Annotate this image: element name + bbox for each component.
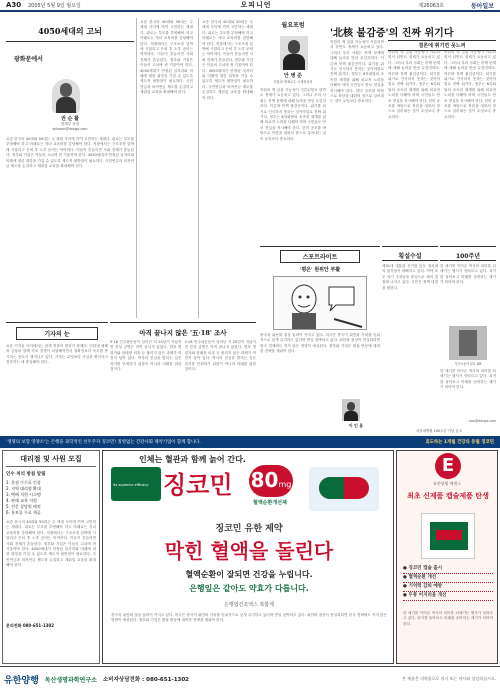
ad-right-point: ● 혈액순환 개선: [403, 574, 493, 583]
ad-left-body: 요즘 한국의 40대와 50대는 두 세대 사이에 끼여 고민하는 세대다. 위로는 부모를 부양해야 하고 아래로는 자녀 교육비를 감당해야 한다. 직장에서는 구조조정 압박에 시달리고 은퇴 후 노후 준비는 막막하다. 이들이 흔들리면 사회 전체가 흔들린다. 정부와 기업은 이들의 고뇌에 귀 기울여야 한다. 4050세대가 안정된 일자리와 미래에 대한 희망을 가질 수 있도록 제도적 뒷받침이 필요하다. 국민연금과 퇴직연금 제도를 손질하고 재취업 교육을 확대해야 한다.: [6, 520, 96, 568]
spotlight-label: 스포트라이트: [280, 250, 360, 263]
ad-right-brand-sub: 유한양행 에센스: [432, 481, 462, 486]
anniversary-photo-caption: 사진=동아일보 DB: [454, 362, 482, 366]
misc-body: 제31대 대통령 선거를 앞둔 정치권의 움직임이 바빠지고 있다. 여야 모두 차기 주자들을 중심으로 세력 결집에 나서고 있다. 국민은 정책 대결을 원한다.: [382, 264, 438, 290]
ad-banner: [0, 436, 500, 448]
may18-body-1: 5·18 민주화운동이 일어난 지 25년이 지났지만 진상 규명은 아직 끝나지 않았다. 발포 명령자와 암매장 의혹 등 풀리지 않은 과제가 여전히 남아 있다. 역사의 진실을 밝히는 일은 과거를 단죄하기 위함이 아니라 미래를 위한 것이다.: [110, 340, 182, 372]
forum-body-2: 북한의 핵 실험 가능성이 거론되면서 한반도 정세가 요동치고 있다. 그러나 우리 사회는 북핵 문제에 대해 놀라울 만큼 무감각하다. 이른바 북핵 불감증이다. 위기를 위기로 인식하지 못하는 것이야말로 진짜 위기다. 정부는 6자회담의 조속한 재개를 위해 외교적 노력을 다해야 하며 국민들도 안보 현실을 직시해야 한다. 한미 공조를 바탕으로 북한을 대화의 장으로 끌어내는 것이 무엇보다 중요하다.: [330, 40, 384, 104]
forum-body-1: 북한의 핵 실험 가능성이 거론되면서 한반도 정세가 요동치고 있다. 그러나 우리 사회는 북핵 문제에 대해 놀라울 만큼 무감각하다. 이른바 북핵 불감증이다. 위기를 위기로 인식하지 못하는 것이야말로 진짜 위기다. 정부는 6자회담의 조속한 재개를 위해 외교적 노력을 다해야 하며 국민들도 안보 현실을 직시해야 한다. 한미 공조를 바탕으로 북한을 대화의 장으로 끌어내는 것이 무엇보다 중요하다.: [260, 88, 326, 141]
ad-center-headline: 인체는 혈관과 함께 늙어 간다.: [139, 455, 246, 464]
ad-left-list-item: 4. 판매 교육 지원: [6, 498, 37, 503]
spotlight-column: [260, 246, 380, 432]
ad-banner-right: 효도하는 1개월 건강의 동월 징코민: [425, 440, 494, 445]
ad-center-dose-unit: mg: [278, 480, 292, 489]
ad-center-sub2: 은행잎은 같아도 약효가 다릅니다.: [189, 584, 309, 593]
ad-center-dose-value: 80: [250, 468, 279, 492]
forum-label: 월요포럼: [281, 22, 305, 29]
ad-center-dose: [249, 465, 293, 497]
footer-note: 본 제품은 의약품으로 의사 또는 약사와 상담하십시오.: [402, 676, 496, 681]
ad-right: [396, 450, 498, 664]
ad-right-point: ● 두통 어지러움 개선: [403, 592, 493, 601]
spotlight-body: 중국의 위안화 절상 압력이 커지고 있다. 미국은 중국이 위안화 가치를 인위적으로 낮게 유지하고 있다며 연일 압박하고 있다. 위안화 절상이 현실화되면 한국 경제에도 적지 않은 영향이 예상된다. 정부와 기업은 환율 변동에 대비한 전략을 세워야 한다.: [260, 333, 380, 354]
ad-left-list-item: 1. 분점 수수료 인상: [6, 480, 41, 485]
section-title: 오피니언: [240, 1, 272, 9]
ad-left: [2, 450, 100, 664]
anniversary-body-2: 한 세기를 이어온 역사의 의미를 되새기는 행사가 잇따르고 있다. 과거를 돌아보고 미래를 준비하는 계기가 되어야 한다.: [440, 369, 496, 390]
ad-right-fineprint: 한 세기를 이어온 역사의 의미를 되새기는 행사가 잇따르고 있다. 과거를 돌아보고 미래를 준비하는 계기가 되어야 한다.: [403, 611, 493, 626]
ad-center-tagline: 혈액순환개선제: [253, 500, 287, 506]
ad-left-list-item: 5. 전문 상담원 배치: [6, 504, 41, 509]
column-body: 요즘 한국의 40대와 50대는 두 세대 사이에 끼여 고민하는 세대다. 위로는 부모를 부양해야 하고 아래로는 자녀 교육비를 감당해야 한다. 직장에서는 구조조정 압박에 시달리고 은퇴 후 노후 준비는 막막하다. 이들이 흔들리면 사회 전체가 흔들린다. 정부와 기업은 이들의 고뇌에 귀 기울여야 한다. 4050세대가 안정된 일자리와 미래에 대한 희망을 가질 수 있도록 제도적 뒷받침이 필요하다. 국민연금과 퇴직연금 제도를 손질하고 재취업 교육을 확대해야 한다.: [6, 137, 134, 169]
column-title: 4050세대의 고뇌: [6, 18, 134, 42]
spotlight-author-photo: [342, 399, 360, 421]
column-left-continued-2: 요즘 한국의 40대와 50대는 두 세대 사이에 끼여 고민하는 세대다. 위로는 부모를 부양해야 하고 아래로는 자녀 교육비를 감당해야 한다. 직장에서는 구조조정 압박에 시달리고 은퇴 후 노후 준비는 막막하다. 이들이 흔들리면 사회 전체가 흔들린다. 정부와 기업은 이들의 고뇌에 귀 기울여야 한다. 4050세대가 안정된 일자리와 미래에 대한 희망을 가질 수 있도록 제도적 뒷받침이 필요하다. 국민연금과 퇴직연금 제도를 손질하고 재취업 교육을 확대해야 한다.: [198, 18, 256, 318]
ad-right-brand: E: [435, 453, 461, 479]
ad-right-title: 최초 신제품 캡슐제품 탄생: [407, 492, 489, 500]
forum-title: '北核 불감증'의 진짜 위기다: [330, 28, 454, 39]
anniversary-column: [440, 246, 496, 432]
anniversary-label: 100주년: [440, 251, 496, 261]
forum-author-name: 안 병 준: [284, 73, 302, 79]
ad-center: [102, 450, 394, 664]
footer-company2: 독산생명과학연구소: [44, 676, 97, 684]
anniversary-email: ooo@donga.com: [469, 419, 496, 423]
column-left: [6, 18, 134, 318]
footer-phone: 소비자상담전화 : 080-651-1302: [102, 677, 190, 683]
column-label: 광화문에서: [14, 56, 43, 63]
cartoon-illustration: [273, 276, 367, 330]
forum-subhead: 결론에 휘기면 못느껴: [388, 40, 496, 51]
anniversary-photo: [449, 326, 487, 360]
ad-right-product-image: [421, 513, 475, 559]
forum-author-photo: [280, 36, 308, 70]
ad-left-contact: 문의전화 080-651-1302: [6, 623, 55, 628]
ad-left-list: [6, 480, 96, 516]
ad-left-list-item: 3. 택배 지원 시스템: [6, 492, 41, 497]
page-header: [0, 0, 500, 12]
anniversary-body: 한 세기를 이어온 역사의 의미를 되새기는 행사가 잇따르고 있다. 과거를 돌아보고 미래를 준비하는 계기가 되어야 한다.: [440, 264, 496, 285]
ad-center-big: 막힌 혈액을 돌린다: [164, 539, 334, 563]
misc-label: 횡설수설: [382, 251, 438, 261]
forum-author-affiliation: 서울대 명예교수·국제정치학: [273, 80, 313, 84]
ad-right-point: ● 징코민 캡슐 출시: [403, 565, 493, 574]
forum-body-3: 북한의 핵 실험 가능성이 거론되면서 한반도 정세가 요동치고 있다. 그러나 우리 사회는 북핵 문제에 대해 놀라울 만큼 무감각하다. 이른바 북핵 불감증이다. 위기를 위기로 인식하지 못하는 것이야말로 진짜 위기다. 정부는 6자회담의 조속한 재개를 위해 외교적 노력을 다해야 하며 국민들도 안보 현실을 직시해야 한다. 한미 공조를 바탕으로 북한을 대화의 장으로 끌어내는 것이 무엇보다 중요하다.: [388, 50, 440, 119]
author-photo: [52, 79, 80, 113]
ad-banner-text: '생명의 보험 영양소'는 은행을 과학적인 선두주자 징코민! 질병없는 건강사회 제약기업이 함께 합니다.: [6, 440, 201, 445]
ad-right-points: [403, 565, 493, 601]
ad-center-en: its superior efficacy: [113, 483, 149, 487]
spotlight-author: 이 인 용: [348, 423, 364, 428]
may18-body-2: 5·18 민주화운동이 일어난 지 25년이 지났지만 진상 규명은 아직 끝나지 않았다. 발포 명령자와 암매장 의혹 등 풀리지 않은 과제가 여전히 남아 있다. 역사의 진실을 밝히는 일은 과거를 단죄하기 위함이 아니라 미래를 위한 것이다.: [184, 340, 256, 372]
reporter-label: 기자의 눈: [16, 327, 98, 340]
ad-left-title: 대리점 및 사원 모집: [6, 454, 96, 467]
ad-center-fineprint: 중국의 위안화 절상 압력이 커지고 있다. 미국은 중국이 위안화 가치를 인위적으로 낮게 유지하고 있다며 연일 압박하고 있다. 위안화 절상이 현실화되면 한국 경제에도 적지 않은 영향이 예상된다. 정부와 기업은 환율 변동에 대비한 전략을 세워야 한다.: [111, 613, 387, 623]
forum-column: [260, 18, 496, 243]
ad-center-product: 징코민: [163, 470, 233, 499]
ad-left-list-item: 6. 홍보물 무료 제공: [6, 510, 41, 515]
ad-center-sub: 혈액순환이 잘되면 건강을 누립니다.: [185, 570, 313, 579]
issue-date: 2005년 5월 9일 월요일: [28, 2, 81, 9]
ad-center-maker: 은행엽건조엑스 복합제: [224, 602, 274, 608]
ad-right-point: ● 기억력 감퇴 예방: [403, 583, 493, 592]
page-number: A30: [6, 1, 22, 9]
reporter-column: [6, 322, 108, 432]
ad-center-brand: 징코민 유한 제약: [215, 524, 283, 534]
spotlight-title: '평온' 원위안 부활: [299, 267, 341, 273]
may18-column: [110, 322, 256, 432]
anniversary-footer: 서울대병원 100주년 기념 공고: [416, 429, 462, 433]
column-left-continued: 요즘 한국의 40대와 50대는 두 세대 사이에 끼여 고민하는 세대다. 위로는 부모를 부양해야 하고 아래로는 자녀 교육비를 감당해야 한다. 직장에서는 구조조정 압박에 시달리고 은퇴 후 노후 준비는 막막하다. 이들이 흔들리면 사회 전체가 흔들린다. 정부와 기업은 이들의 고뇌에 귀 기울여야 한다. 4050세대가 안정된 일자리와 미래에 대한 희망을 가질 수 있도록 제도적 뒷받침이 필요하다. 국민연금과 퇴직연금 제도를 손질하고 재취업 교육을 확대해야 한다.: [136, 18, 196, 318]
may18-title: 아직 끝나지 않은 '五·18' 조사: [139, 329, 227, 337]
ad-left-sub: 인수 처리 방침 알림: [6, 472, 46, 477]
author-name: 권 순 활: [61, 116, 79, 122]
forum-body-4: 북한의 핵 실험 가능성이 거론되면서 한반도 정세가 요동치고 있다. 그러나 우리 사회는 북핵 문제에 대해 놀라울 만큼 무감각하다. 이른바 북핵 불감증이다. 위기를 위기로 인식하지 못하는 것이야말로 진짜 위기다. 정부는 6자회담의 조속한 재개를 위해 외교적 노력을 다해야 하며 국민들도 안보 현실을 직시해야 한다. 한미 공조를 바탕으로 북한을 대화의 장으로 끌어내는 것이 무엇보다 중요하다.: [444, 50, 496, 119]
ad-left-list-item: 2. 지역 대리점 확대: [6, 486, 41, 491]
ad-center-pill-image: [309, 467, 379, 511]
reporter-body: 요즘 기자들 사이에서는 취재 현장의 변화가 화제다. 인터넷 매체의 등장과 함께 속보 경쟁이 치열해지면서 정확성보다 속도를 중시하는 풍토가 생겨나고 있다. 기자는 무엇보다 사실을 확인하고 검증하는 데 충실해야 한다.: [6, 344, 108, 365]
author-email: shkwon@donga.com: [52, 127, 88, 131]
footer-company: 유한양행: [4, 675, 39, 686]
paper-name: 동아일보: [470, 2, 494, 10]
misc-column: [382, 246, 438, 432]
ad-footer: [0, 666, 500, 691]
issue-number: 제26063호: [418, 2, 444, 9]
author-affiliation: 경제부 차장: [60, 122, 80, 126]
